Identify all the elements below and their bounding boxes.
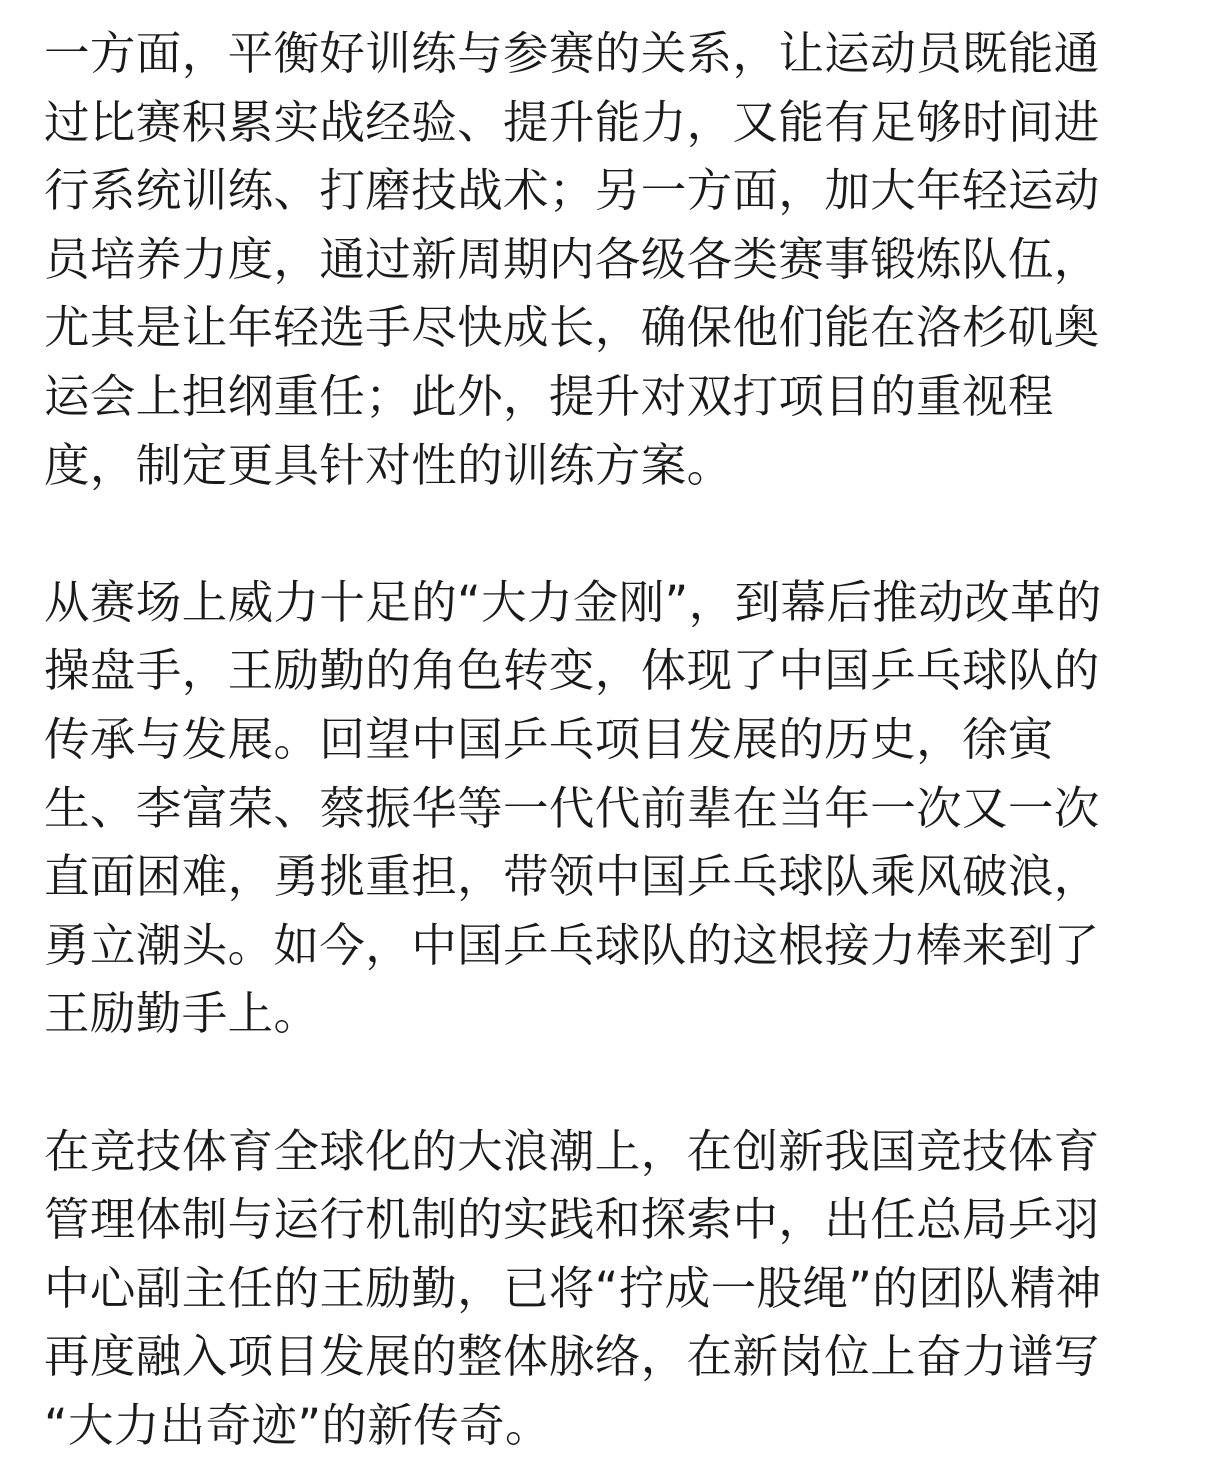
paragraph-line: 从赛场上威力十足的“大力金刚”，到幕后推动改革的 [44, 575, 1102, 629]
paragraph-line: 直面困难，勇挑重担，带领中国乒乓球队乘风破浪， [44, 850, 1100, 904]
paragraph-spacer [44, 1049, 1174, 1118]
paragraph [44, 569, 1174, 1049]
paragraph-line: 员培养力度，通过新周期内各级各类赛事锻炼队伍， [44, 232, 1100, 286]
paragraph-line: 中心副主任的王励勤，已将“拧成一股绳”的团队精神 [44, 1261, 1102, 1315]
article-body [44, 20, 1174, 1460]
paragraph [44, 20, 1174, 500]
paragraph-line: “大力出奇迹”的新传奇。 [44, 1398, 551, 1452]
paragraph-line: 度，制定更具针对性的训练方案。 [44, 438, 733, 492]
paragraph-line: 在竞技体育全球化的大浪潮上，在创新我国竞技体育 [44, 1124, 1100, 1178]
paragraph-line: 一方面，平衡好训练与参赛的关系，让运动员既能通 [44, 27, 1100, 80]
paragraph-line: 操盘手，王励勤的角色转变，体现了中国乒乓球队的 [44, 644, 1100, 698]
paragraph-line: 再度融入项目发展的整体脉络，在新岗位上奋力谱写 [44, 1330, 1100, 1384]
paragraph-line: 勇立潮头。如今，中国乒乓球队的这根接力棒来到了 [44, 918, 1100, 972]
paragraph-line: 生、李富荣、蔡振华等一代代前辈在当年一次又一次 [44, 781, 1100, 835]
paragraph-line: 尤其是让年轻选手尽快成长，确保他们能在洛杉矶奥 [44, 301, 1100, 355]
paragraph-spacer [44, 500, 1174, 569]
paragraph-line: 传承与发展。回望中国乒乓项目发展的历史，徐寅 [44, 712, 1054, 766]
paragraph-line: 行系统训练、打磨技战术；另一方面，加大年轻运动 [44, 164, 1100, 218]
paragraph [44, 1118, 1174, 1461]
paragraph-line: 运会上担纲重任；此外，提升对双打项目的重视程 [44, 369, 1054, 423]
paragraph-line: 管理体制与运行机制的实践和探索中，出任总局乒羽 [44, 1193, 1100, 1247]
paragraph-line: 过比赛积累实战经验、提升能力，又能有足够时间进 [44, 95, 1100, 149]
paragraph-line: 王励勤手上。 [44, 987, 320, 1041]
